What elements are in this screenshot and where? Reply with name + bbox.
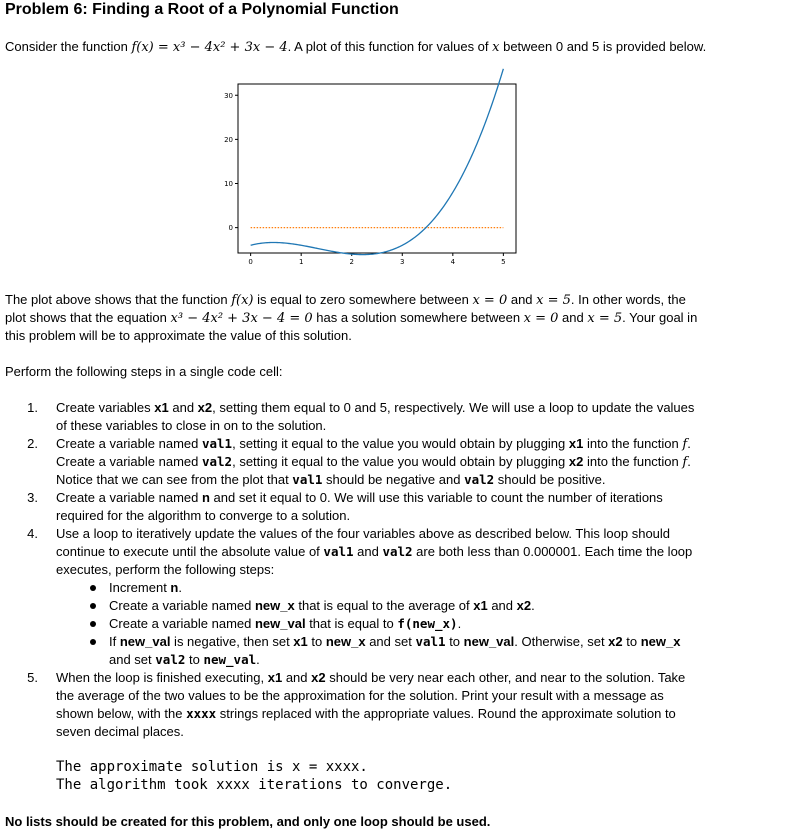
x-axis	[248, 253, 505, 266]
bullet-4	[90, 639, 96, 645]
step-2-line-2: Create a variable named val2, setting it equal to the value you would obtain by plugging x2 into the function f.	[56, 454, 691, 470]
x-tick-label: 2	[349, 258, 354, 266]
step-5-line-4: seven decimal places.	[56, 724, 184, 739]
step-5-line-2: the average of the two values to be the approximation for the solution. Print your result with a message as	[56, 688, 664, 703]
step-1-line-1: Create variables x1 and x2, setting them equal to 0 and 5, respectively. We will use a loop to update the values	[56, 400, 695, 415]
bullet-1	[90, 585, 96, 591]
x-tick-label: 1	[298, 258, 304, 266]
step-1-line-2: of these variables to close in on to the solution.	[56, 418, 327, 433]
plot-lines	[251, 69, 504, 255]
step-4-bullet-2: Create a variable named new_x that is equal to the average of x1 and x2.	[109, 598, 535, 613]
x-tick-label: 0	[248, 258, 253, 266]
step-2-line-1: Create a variable named val1, setting it equal to the value you would obtain by plugging x1 into the function f.	[56, 436, 691, 452]
step-3-line-2: required for the algorithm to converge to a solution.	[56, 508, 351, 523]
step-1-number: 1.	[27, 400, 38, 415]
step-4-line-1: Use a loop to iteratively update the values of the four variables above as described below. This loop should	[56, 526, 671, 541]
function-curve	[251, 69, 504, 255]
function-definition: f(x) = x³ − 4x² + 3x − 4	[131, 40, 288, 55]
paragraph-1-line-3: this problem will be to approximate the value of this solution.	[5, 328, 352, 343]
paragraph-1-line-1: The plot above shows that the function f(x) is equal to zero somewhere between x = 0 and x = 5. In other words, the	[5, 292, 686, 308]
step-3-line-1: Create a variable named n and set it equal to 0. We will use this variable to count the number of iterations	[56, 490, 663, 505]
y-axis	[224, 92, 238, 232]
step-2-line-3: Notice that we can see from the plot that val1 should be negative and val2 should be positive.	[56, 472, 606, 487]
y-tick-label: 30	[224, 91, 233, 100]
x-tick-label: 3	[400, 258, 405, 266]
y-tick-label: 0	[228, 224, 233, 233]
step-5-line-3: shown below, with the xxxx strings replaced with the appropriate values. Round the approximate solution to	[56, 706, 676, 721]
step-4-bullet-4-line-2: and set val2 to new_val.	[109, 652, 260, 667]
paragraph-1-line-2: plot shows that the equation x³ − 4x² + 3x − 4 = 0 has a solution somewhere between x = 0 and x = 5. Your goal in	[5, 310, 698, 326]
step-2-number: 2.	[27, 436, 38, 451]
step-4-bullet-1: Increment n.	[109, 580, 182, 595]
x-tick-label: 5	[501, 258, 506, 266]
perform-instruction: Perform the following steps in a single code cell:	[5, 364, 283, 379]
step-3-number: 3.	[27, 490, 38, 505]
intro-text: Consider the function f(x) = x³ − 4x² + 3x − 4. A plot of this function for values of x between 0 and 5 is provided below.	[5, 39, 707, 55]
step-4-bullet-4-line-1: If new_val is negative, then set x1 to new_x and set val1 to new_val. Otherwise, set x2 to new_x	[109, 634, 681, 649]
step-5-line-1: When the loop is finished executing, x1 and x2 should be very near each other, and near to the solution. Take	[56, 670, 686, 685]
expected-output-line-1: The approximate solution is x = xxxx.	[56, 759, 368, 775]
y-tick-label: 10	[224, 180, 233, 189]
function-plot	[0, 0, 811, 290]
step-4-line-2: continue to execute until the absolute value of val1 and val2 are both less than 0.000001. Each time the loop	[56, 544, 693, 559]
step-4-number: 4.	[27, 526, 38, 541]
problem-title: Problem 6: Finding a Root of a Polynomial Function	[5, 1, 399, 18]
expected-output-line-2: The algorithm took xxxx iterations to converge.	[56, 777, 453, 793]
bullet-2	[90, 603, 96, 609]
step-5-number: 5.	[27, 670, 38, 685]
x-tick-label: 4	[450, 258, 456, 266]
footer-note: No lists should be created for this problem, and only one loop should be used.	[5, 814, 491, 829]
bullet-3	[90, 621, 96, 627]
step-4-line-3: executes, perform the following steps:	[56, 562, 275, 577]
step-4-bullet-3: Create a variable named new_val that is equal to f(new_x).	[109, 616, 462, 631]
y-tick-label: 20	[224, 135, 233, 144]
